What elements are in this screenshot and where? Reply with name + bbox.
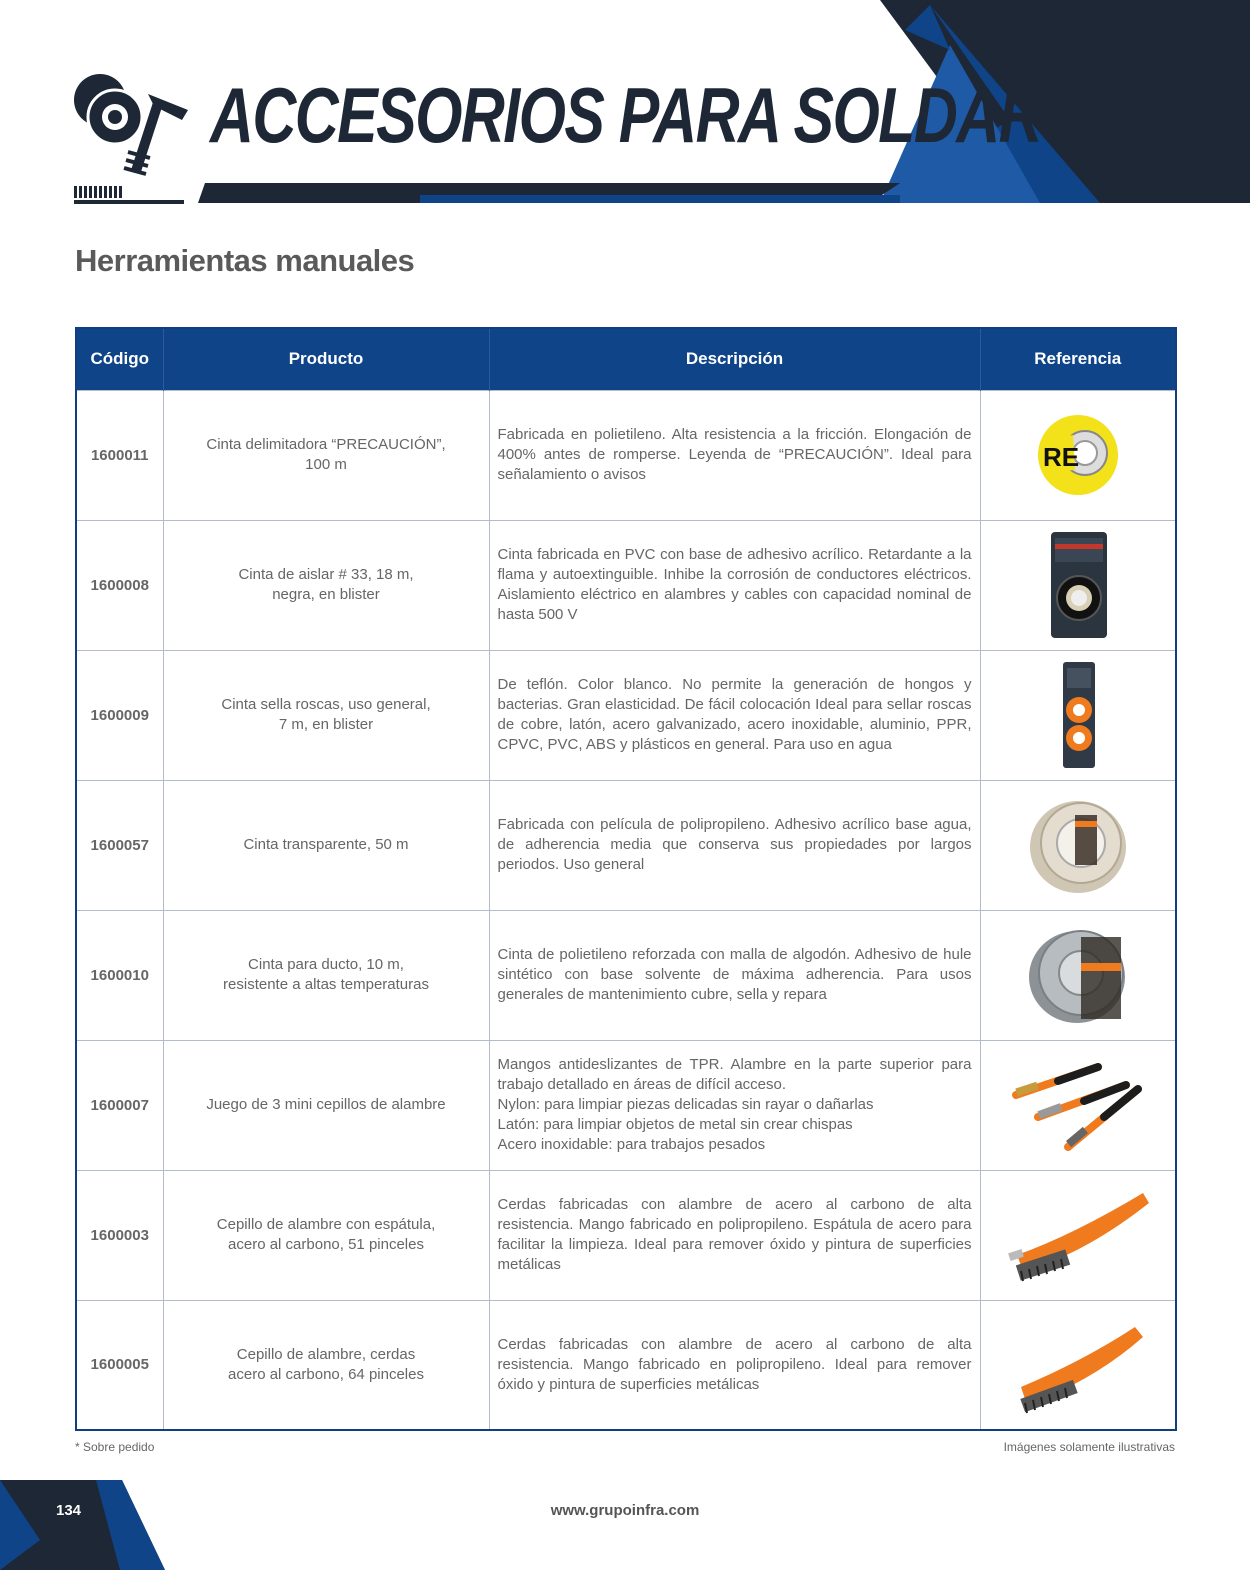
- product-name: Cepillo de alambre con espátula, acero al carbono, 51 pinceles: [163, 1170, 489, 1300]
- table-header-row: [76, 328, 1176, 390]
- product-name: Juego de 3 mini cepillos de alambre: [163, 1040, 489, 1170]
- welding-accessories-logo-icon: [70, 72, 190, 207]
- product-code: 1600057: [76, 780, 163, 910]
- table-row: [76, 390, 1176, 520]
- table-row: [76, 910, 1176, 1040]
- product-image-cell: [980, 1040, 1176, 1170]
- illustrative-images-note: Imágenes solamente ilustrativas: [1003, 1440, 1175, 1454]
- product-image-cell: [980, 1300, 1176, 1430]
- product-code: 1600011: [76, 390, 163, 520]
- table-row: [76, 780, 1176, 910]
- product-image-cell: [980, 780, 1176, 910]
- product-description: Cerdas fabricadas con alambre de acero al carbono de alta resistencia. Mango fabricado en polipropileno. Espátula de acero para facilitar la limpieza. Ideal para remover óxido y pintura de superficies metálicas: [489, 1170, 980, 1300]
- product-image-cell: [980, 520, 1176, 650]
- electrical-tape-image: [1043, 530, 1113, 640]
- page-number: 134: [56, 1502, 82, 1519]
- product-description: Cinta fabricada en PVC con base de adhesivo acrílico. Retardante a la flama y autoextinguible. Inhibe la corrosión de conductores eléctricos. Aislamiento eléctrico en alambres y cables con capacidad nominal de hasta 500 V: [489, 520, 980, 650]
- on-request-note: * Sobre pedido: [75, 1440, 155, 1454]
- table-row: [76, 1040, 1176, 1170]
- duct-tape-image: [1023, 923, 1133, 1027]
- product-name: Cinta transparente, 50 m: [163, 780, 489, 910]
- product-code: 1600010: [76, 910, 163, 1040]
- product-name: Cinta delimitadora “PRECAUCIÓN”, 100 m: [163, 390, 489, 520]
- clear-tape-image: [1023, 795, 1133, 895]
- product-description: Fabricada con película de polipropileno. Adhesivo acrílico base agua, de adherencia media que conserva sus propiedades por largos periodos. Uso general: [489, 780, 980, 910]
- thread-seal-tape-image: [1053, 660, 1103, 770]
- page-title: ACCESORIOS PARA SOLDAR: [210, 71, 1042, 159]
- svg-text:RE: RE: [1042, 442, 1079, 472]
- product-description: Fabricada en polietileno. Alta resistencia a la fricción. Elongación de 400% antes de romperse. Leyenda de “PRECAUCIÓN”. Ideal para señalamiento o avisos: [489, 390, 980, 520]
- product-description: De teflón. Color blanco. No permite la generación de hongos y bacterias. Gran elasticidad. De fácil colocación Ideal para sellar roscas de cobre, latón, acero galvanizado, acero inoxidable, aluminio, PPR, CPVC, PVC, ABS y plásticos en general. Para uso en agua: [489, 650, 980, 780]
- product-image-cell: [980, 650, 1176, 780]
- product-code: 1600003: [76, 1170, 163, 1300]
- table-row: [76, 520, 1176, 650]
- column-header-product: Producto: [163, 328, 489, 390]
- product-description: Cerdas fabricadas con alambre de acero al carbono de alta resistencia. Mango fabricado en polipropileno. Ideal para remover óxido y pintura de superficies metálicas: [489, 1300, 980, 1430]
- table-row: [76, 650, 1176, 780]
- section-title: Herramientas manuales: [75, 243, 415, 278]
- products-table: [75, 327, 1177, 1431]
- product-description: Mangos antideslizantes de TPR. Alambre en la parte superior para trabajo detallado en áreas de difícil acceso. Nylon: para limpiar piezas delicadas sin rayar o dañarlas Latón: para limpiar objetos de metal sin crear chispas Acero inoxidable: para trabajos pesados: [489, 1040, 980, 1170]
- table-row: [76, 1170, 1176, 1300]
- column-header-code: Código: [76, 328, 163, 390]
- mini-brushes-image: [1008, 1055, 1148, 1155]
- wire-brush-scraper-image: [1003, 1185, 1153, 1285]
- product-name: Cinta de aislar # 33, 18 m, negra, en blister: [163, 520, 489, 650]
- product-image-cell: [980, 910, 1176, 1040]
- product-code: 1600005: [76, 1300, 163, 1430]
- footer-banner: [0, 1480, 180, 1570]
- product-name: Cepillo de alambre, cerdas acero al carbono, 64 pinceles: [163, 1300, 489, 1430]
- product-description: Cinta de polietileno reforzada con malla de algodón. Adhesivo de hule sintético con base solvente de máxima adherencia. Para usos generales de mantenimiento cubre, sella y repara: [489, 910, 980, 1040]
- product-image-cell: [980, 390, 1176, 520]
- caution-tape-image: [1033, 410, 1123, 500]
- product-name: Cinta sella roscas, uso general, 7 m, en blister: [163, 650, 489, 780]
- product-code: 1600009: [76, 650, 163, 780]
- column-header-reference: Referencia: [980, 328, 1176, 390]
- product-name: Cinta para ducto, 10 m, resistente a altas temperaturas: [163, 910, 489, 1040]
- product-code: 1600007: [76, 1040, 163, 1170]
- table-row: [76, 1300, 1176, 1430]
- product-image-cell: [980, 1170, 1176, 1300]
- wire-brush-image: [1003, 1315, 1153, 1415]
- website-link[interactable]: www.grupoinfra.com: [550, 1502, 700, 1519]
- product-code: 1600008: [76, 520, 163, 650]
- column-header-description: Descripción: [489, 328, 980, 390]
